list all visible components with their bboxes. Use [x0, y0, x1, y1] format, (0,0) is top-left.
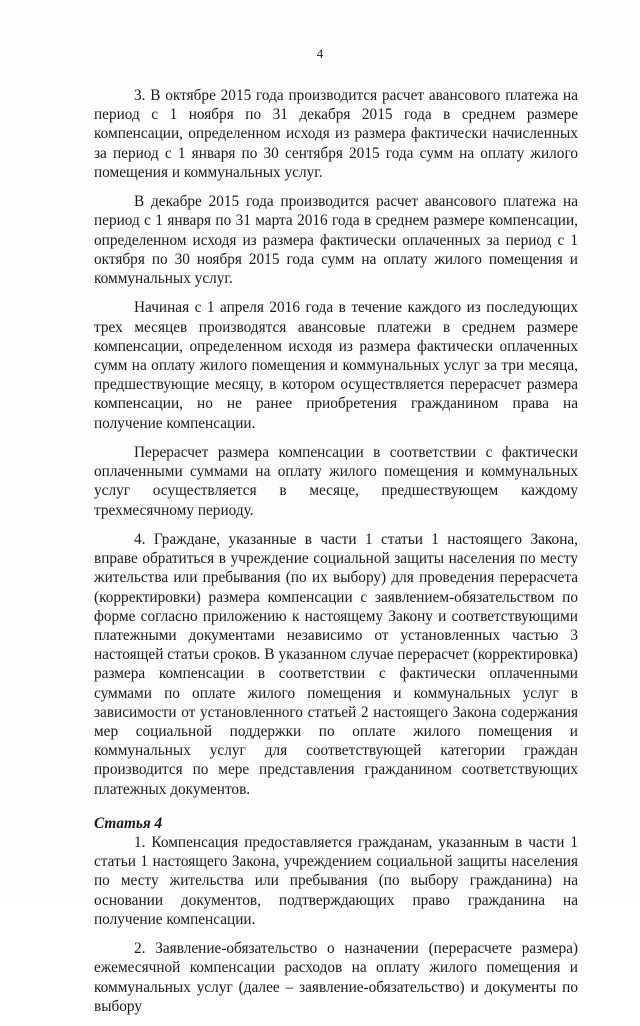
paragraph-april-2016-advance: Начиная с 1 апреля 2016 года в течение каждого из последующих трех месяцев производятся авансовые платежи в среднем размере компенсации, определенном исходя из размера фактически оплаченных сумм на оплату жилого помещения и коммунальных услуг за три месяца, предшествующие месяцу, в котором осуществляется перерасчет размера компенсации, но не ранее приобретения гражданином права на получение компенсации. — [94, 299, 578, 432]
paragraph-4-citizens-right: 4. Граждане, указанные в части 1 статьи 1 настоящего Закона, вправе обратиться в учреждение социальной защиты населения по месту жительства или пребывания (по их выбору) для проведения перерасчета (корректировки) размера компенсации с заявлением-обязательством по форме согласно приложению к настоящему Закону и соответствующими платежными документами независимо от установленных частью 3 настоящей статьи сроков. В указанном случае перерасчет (корректировка) размера компенсации в соответствии с фактически оплаченными суммами по оплате жилого помещения и коммунальных услуг в зависимости от установленного статьей 2 настоящего Закона содержания мер социальной поддержки по оплате жилого помещения и коммунальных услуг для соответствующей категории граждан производится по мере представления гражданином соответствующих платежных документов. — [94, 531, 578, 798]
article-4-paragraph-2: 2. Заявление-обязательство о назначении (перерасчете размера) ежемесячной компенсации расходов на оплату жилого помещения и коммунальных услуг (далее – заявление-обязательство) и документы по выбору — [94, 940, 578, 1015]
article-4-paragraph-1: 1. Компенсация предоставляется гражданам, указанным в части 1 статьи 1 настоящего Закона, учреждением социальной защиты населения по месту жительства или пребывания (по выбору гражданина) на основании документов, подтверждающих право гражданина на получение компенсации. — [94, 834, 578, 928]
paragraph-recalculation: Перерасчет размера компенсации в соответствии с фактически оплаченными суммами на оплату жилого помещения и коммунальных услуг осуществляется в месяце, предшествующем каждому трехмесячному периоду. — [94, 444, 578, 519]
article-heading: Статья 4 — [94, 814, 163, 832]
document-body — [94, 86, 578, 1026]
page-number: 4 — [316, 46, 324, 61]
paragraph-3-october-advance: 3. В октябре 2015 года производится расчет авансового платежа на период с 1 ноября по 31 декабря 2015 года в среднем размере компенсации, определенном исходя из размера фактически начисленных за период с 1 января по 30 сентября 2015 года сумм на оплату жилого помещения и коммунальных услуг. — [94, 87, 578, 181]
paragraph-december-advance: В декабре 2015 года производится расчет авансового платежа на период с 1 января по 31 марта 2016 года в среднем размере компенсации, определенном исходя из размера фактически оплаченных за период с 1 октября по 30 ноября 2015 года сумм на оплату жилого помещения и коммунальных услуг. — [94, 193, 578, 288]
